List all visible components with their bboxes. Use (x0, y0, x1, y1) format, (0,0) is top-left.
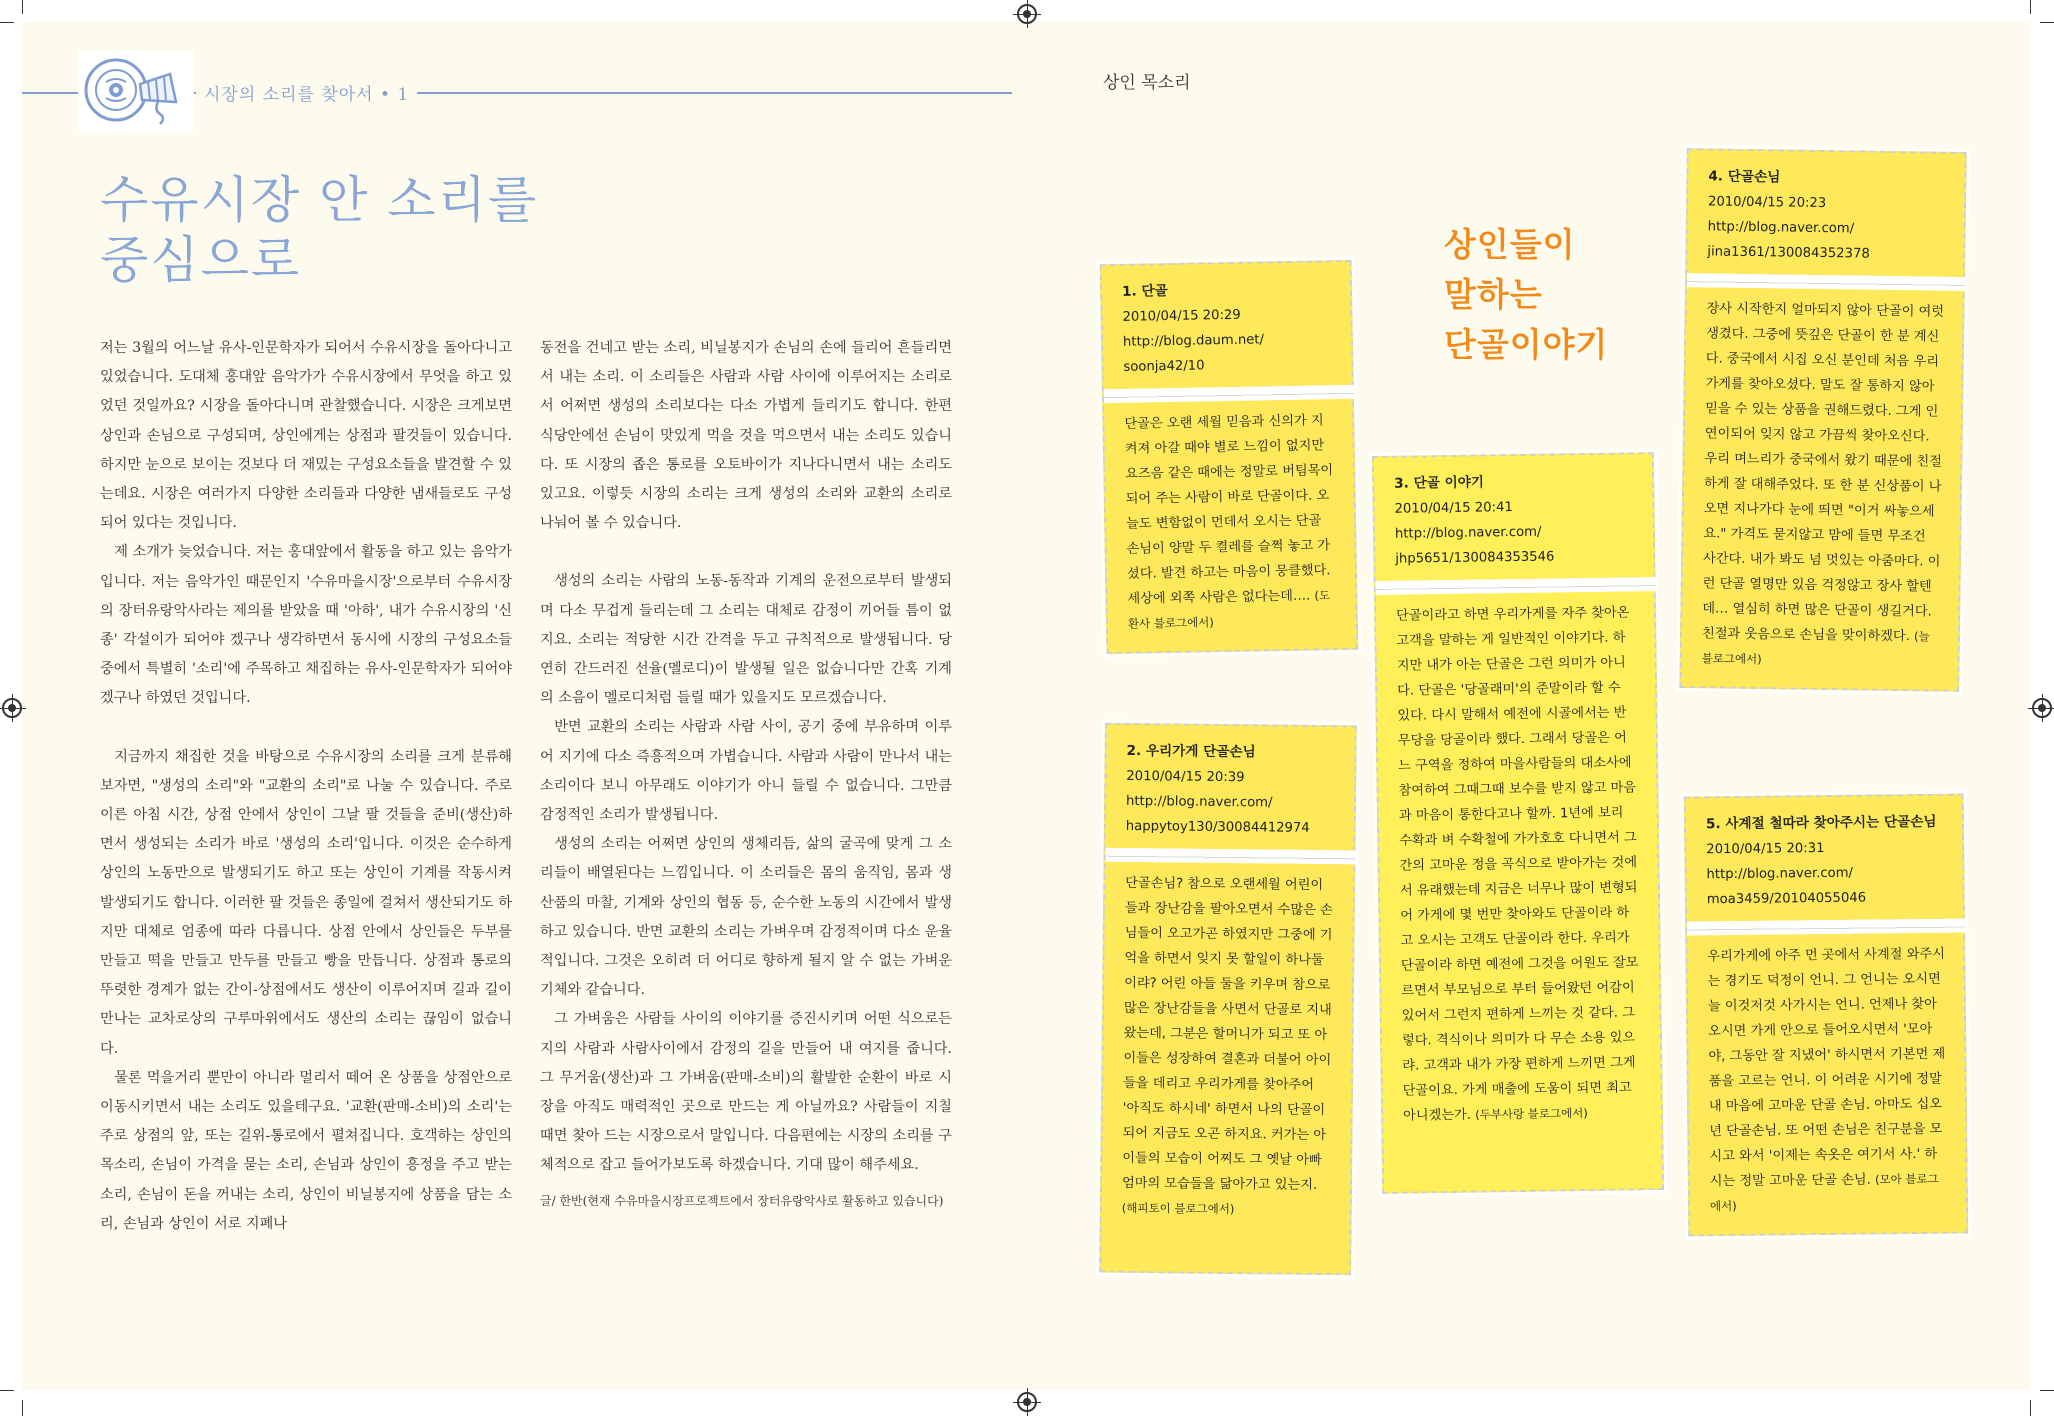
paragraph: 그 가벼움은 사람들 사이의 이야기를 증진시키며 어떤 식으로든지의 사람과 사람사이에서 감정의 길을 만들어 내 여지를 줍니다. 그 무거움(생산)과 그 가벼움(판매-소비)의 활발한 순환이 바로 시장을 아직도 매력적인 곳으로 만드는 게 아닐까요? 사람들이 지칠때면 찾아 드는 시장으로서 말입니다. 다음편에는 시장의 소리를 구체적으로 잡고 들어가보도록 하겠습니다. 기대 많이 해주세요. (540, 1011, 952, 1174)
crop-mark (22, 0, 23, 14)
note-body: 단골손님? 참으로 오랜세월 어린이들과 장난감을 팔아오면서 수많은 손님들이 오고가곤 하였지만 그중에 기억을 하면서 잊지 못 할일이 하나둘이랴? 어린 아들 둘을 키우며 참으로 많은 장난감들을 사면서 단골로 지내왔는데, 그분은 할머니가 되고 또 아이들은 성장하여 결혼과 더불어 아이들을 데리고 우리가게를 찾아주어 '아직도 하시네' 하면서 나의 단골이 되어 지금도 오곤 하지요. 커가는 아이들의 모습이 어찌도 그 옛날 아빠 엄마의 모습들을 닮아가고 있는지. (1121, 875, 1333, 1193)
sticky-note (1679, 148, 1967, 692)
note-heading: 2. 우리가게 단골손님 (1126, 742, 1256, 761)
paragraph: 물론 먹을거리 뿐만이 아니라 멀리서 떼어 온 상품을 상점안으로 이동시키면서 내는 소리도 있을테구요. '교환(판매-소비)의 소리'는 주로 상점의 앞, 또는 길위-통로에서 펼쳐집니다. 호객하는 상인의 목소리, 손님이 가격을 묻는 소리, 손님과 상인이 흥정을 주고 받는 소리, 손님이 돈을 꺼내는 소리, 상인이 비닐봉지에 상품을 담는 소리, 손님과 상인이 서로 지폐나 (100, 1069, 512, 1232)
crop-mark (22, 1400, 23, 1416)
title-line-2: 중심으로 (100, 231, 302, 289)
paragraph: 동전을 건네고 받는 소리, 비닐봉지가 손님의 손에 들리어 흔들리면서 내는 소리. 이 소리들은 사람과 사람 사이에 이루어지는 소리로서 어쩌면 생성의 소리보다는 다소 가볍게 들리기도 합니다. 한편 식당안에선 손님이 맛있게 먹을 것을 먹으면서 내는 소리도 있습니다. 또 시장의 좁은 통로를 오토바이가 지나다니면서 내는 소리도 있고요. 이렇듯 시장의 소리는 크게 생성의 소리와 교환의 소리로 나눠어 볼 수 있습니다. (540, 340, 952, 532)
sticky-note (1372, 452, 1664, 1194)
registration-mark-icon (1017, 4, 1037, 24)
note-date: 2010/04/15 20:31 (1706, 841, 1825, 858)
note-source: (두부사랑 블로그에서) (1475, 1106, 1588, 1122)
title-line-1: 수유시장 안 소리를 (100, 171, 539, 229)
right-section-label: 상인 목소리 (1103, 73, 1191, 93)
note-url: http://blog.naver.com/ (1125, 793, 1273, 811)
sticky-note (1684, 794, 1969, 1237)
note-body: 장사 시작한지 얼마되지 않아 단골이 여럿 생겼다. 그중에 뜻깊은 단골이 한 분 계신다. 중국에서 시집 오신 분인데 처음 우리 가게를 찾아오셨다. 말도 잘 통하지 않아 믿을 수 있는 상품을 권해드렸다. 그게 인연이되어 잊지 않고 가끔씩 찾아오신다. 우리 며느리가 중국에서 왔기 때문에 친절하게 잘 대해주었다. 또 한 분 신상품이 나오면 지나가다 눈에 띄면 "이거 싸놓으세요." 가격도 묻지않고 맘에 들면 무조건 사간다. 내가 봐도 넘 멋있는 아줌마다. 이런 단골 열명만 있음 걱정않고 장사 할텐데… 열심히 하면 많은 단골이 생길거다. 친절과 웃음으로 손님을 맞이하겠다. (1701, 301, 1945, 645)
note-url: jhp5651/130084353546 (1395, 549, 1555, 567)
handwritten-title (1444, 220, 1608, 370)
note-url: http://blog.naver.com/ (1707, 219, 1855, 237)
tape-stripe (1105, 848, 1355, 865)
paragraph: 반면 교환의 소리는 사람과 사람 사이, 공기 중에 부유하며 이루어 지기에 다소 즉흥적으며 가볍습니다. 사람과 사람이 만나서 내는 소리이다 보니 아무래도 이야기가 아니 들릴 수 없습니다. 그만큼 감정적인 소리가 발생됩니다. (540, 719, 952, 824)
note-url: happytoy130/30084412974 (1125, 818, 1310, 836)
tape-stripe (1687, 919, 1965, 936)
note-source: (늘 블로그에서) (1701, 629, 1930, 667)
paragraph: 저는 3월의 어느날 유사-인문학자가 되어서 수유시장을 돌아다니고 있었습니다. 도대체 홍대앞 음악가가 수유시장에서 무엇을 하고 있었던 것일까요? 시장을 돌아다니며 관찰했습니다. 시장은 크게보면 상인과 손님으로 구성되며, 상인에게는 상점과 팔것들이 있습니다. 하지만 눈으로 보이는 것보다 더 재밌는 구성요소들을 발견할 수 있는데요. 시장은 여러가지 다양한 소리들과 다양한 냄새들로도 구성되어 있다는 것입니다. (100, 340, 512, 532)
paragraph: 지금까지 채집한 것을 바탕으로 수유시장의 소리를 크게 분류해 보자면, "생성의 소리"와 "교환의 소리"로 나눌 수 있습니다. 주로 이른 아침 시간, 상점 안에서 상인이 그날 팔 것들을 준비(생산)하면서 생성되는 소리가 바로 '생성의 소리'입니다. 이것은 순수하게 상인의 노동만으로 발생되기도 하고 또는 상인이 기계를 작동시켜 발생되기도 합니다. 이러한 팔 것들은 종일에 걸쳐서 생산되기도 하지만 대체로 엄종에 따라 다릅니다. 상점 안에서 상인들은 두부를 만들고 떡을 만들고 만두를 만들고 빵을 만듭니다. 상점과 통로의 뚜렷한 경계가 없는 간이-상점에서도 생산이 이루어지며 길과 길이 만나는 교차로상의 구루마위에서도 생산의 소리는 끊임이 없습니다. (100, 748, 512, 1057)
note-date: 2010/04/15 20:41 (1394, 500, 1513, 517)
note-date: 2010/04/15 20:29 (1122, 307, 1241, 325)
paragraph: 제 소개가 늦었습니다. 저는 홍대앞에서 활동을 하고 있는 음악가입니다. 저는 음악가인 때문인지 '수유마을시장'으로부터 수유시장의 장터유랑악사라는 제의를 받았을 때 '아하', 내가 수유시장의 '신종' 각설이가 되어야 겠구나 생각하면서 동시에 시장의 구성요소들 중에서 특별히 '소리'에 주목하고 채집하는 유사-인문학자가 되어야겠구나 하였던 것입니다. (100, 544, 512, 707)
note-url: soonja42/10 (1123, 358, 1205, 375)
crop-mark (2030, 1400, 2031, 1416)
section-label: 시장의 소리를 찾아서 • 1 (196, 80, 417, 105)
paragraph: 생성의 소리는 어쩌면 상인의 생체리듬, 삶의 굴곡에 맞게 그 소리들이 배열된다는 느낌입니다. 이 소리들은 몸의 움직임, 몸과 생산품의 마찰, 기계와 상인의 협동 등, 순수한 노동의 시간에서 발생하고 있습니다. 반면 교환의 소리는 가벼우며 감정적이며 다소 운율적입니다. 그것은 오히려 더 어디로 향하게 될지 알 수 없는 가벼운 기체와 같습니다. (540, 836, 952, 999)
hand-title-line: 상인들이 (1444, 225, 1576, 264)
note-url: jina1361/130084352378 (1707, 244, 1870, 262)
author-credit: 글/ 한반(현재 수유마을시장프로젝트에서 장터유랑악사로 활동하고 있습니다) (540, 1193, 944, 1208)
tape-stripe (1376, 577, 1656, 595)
note-url: http://blog.naver.com/ (1706, 865, 1854, 883)
note-body: 우리가게에 아주 먼 곳에서 사계절 와주시는 경기도 덕정이 언니. 그 언니는 오시면 늘 이것저것 사가시는 언니. 언제나 찾아오시면 가게 안으로 들어오시면서 '모아야, 그동안 잘 지냈어' 하시면서 기본먼 제품을 고르는 언니. 이 어려운 시기에 정말 내 마음에 고마운 단골 손님. 아마도 십오년 단골손님. 또 어떤 손님은 친구분을 모시고 와서 '이제는 속옷은 여기서 사.' 하시는 정말 고마운 단골 손님. (1707, 946, 1946, 1190)
paragraph: 생성의 소리는 사람의 노동-동작과 기계의 운전으로부터 발생되며 다소 무겁게 들리는데 그 소리는 대체로 감정이 끼어들 틈이 없지요. 소리는 적당한 시간 간격을 두고 규칙적으로 발생됩니다. 당연히 간드러진 선율(멜로디)이 발생될 일은 없습니다만 간혹 기계의 소음이 멜로디처럼 들릴 때가 있을지도 모르겠습니다. (540, 573, 952, 707)
note-body: 단골은 오랜 세월 믿음과 신의가 지켜져 아갈 때야 별로 느낌이 없지만 요즈음 같은 때에는 정말로 버팀목이 되어 주는 사람이 바로 단골이다. 오늘도 변함없이 먼데서 오시는 단골 손님이 양말 두 켤레를 슬쩍 놓고 가셨다. 발견 하고는 마음이 뭉클했다. 세상에 외쪽 사람은 없다는데…. (1124, 413, 1334, 607)
crop-mark (2040, 1390, 2054, 1391)
note-heading: 4. 단골손님 (1708, 168, 1781, 186)
registration-mark-icon (2032, 698, 2052, 718)
speaker-megaphone-icon (78, 50, 194, 132)
note-heading: 5. 사계절 철따라 찾아주시는 단골손님 (1705, 813, 1937, 833)
crop-mark (0, 22, 14, 23)
note-source: (해피토이 블로그에서) (1121, 1200, 1235, 1217)
tape-stripe (1687, 273, 1965, 291)
note-source: (모아 블로그에서) (1709, 1171, 1939, 1214)
note-date: 2010/04/15 20:23 (1707, 194, 1827, 212)
note-url: http://blog.daum.net/ (1122, 332, 1265, 350)
registration-mark-icon (1017, 1392, 1037, 1412)
crop-mark (2040, 22, 2054, 23)
crop-mark (0, 1390, 14, 1391)
sticky-note (1100, 260, 1359, 654)
registration-mark-icon (2, 698, 22, 718)
hand-title-line: 말하는 (1444, 275, 1543, 314)
crop-mark (2030, 0, 2031, 14)
note-source: (도환사 블로그에서) (1127, 588, 1331, 631)
note-url: http://blog.naver.com/ (1394, 524, 1542, 542)
body-column-1 (100, 334, 512, 1239)
sticky-note (1099, 723, 1357, 1276)
note-heading: 1. 단골 (1121, 283, 1168, 300)
note-heading: 3. 단골 이야기 (1394, 474, 1485, 492)
hand-title-line: 단골이야기 (1444, 325, 1609, 364)
page-title (100, 170, 538, 290)
tape-stripe (1104, 385, 1354, 403)
body-column-2 (540, 334, 952, 1211)
note-date: 2010/04/15 20:39 (1126, 768, 1245, 786)
note-url: moa3459/20104055046 (1706, 890, 1867, 908)
note-body: 단골이라고 하면 우리가게를 자주 찾아온 고객을 말하는 게 일반적인 이야기다. 하지만 내가 아는 단골은 그런 의미가 아니다. 단골은 '당골래미'의 준말이라 할 수 있다. 다시 말해서 예전에 시골에서는 반무당을 당골이라 했다. 그래서 당골은 어느 구역을 정하여 마을사람들의 대소사에 참여하여 그때그때 보수를 받지 않고 마음과 마음이 통한다고나 할까. 1년에 보리 수확과 벼 수확철에 가가호호 다니면서 그간의 고마운 정을 곡식으로 받아가는 것에서 유래했는데 지금은 너무나 많이 변형되어 가게에 몇 번만 찾아와도 단골이라 하고 오시는 고객도 단골이라 한다. 우리가 단골이라 하면 예전에 그것을 어원도 잘모르면서 부모님으로 부터 들어왔던 어감이 있어서 그런지 편하게 느끼는 것 같다. 그렇다. 격식이나 의미가 다 무슨 소용 있으랴. 고객과 내가 가장 편하게 느끼면 그게 단골이요. 가게 매출에 도움이 되면 최고 아니겠는가. (1395, 605, 1639, 1124)
